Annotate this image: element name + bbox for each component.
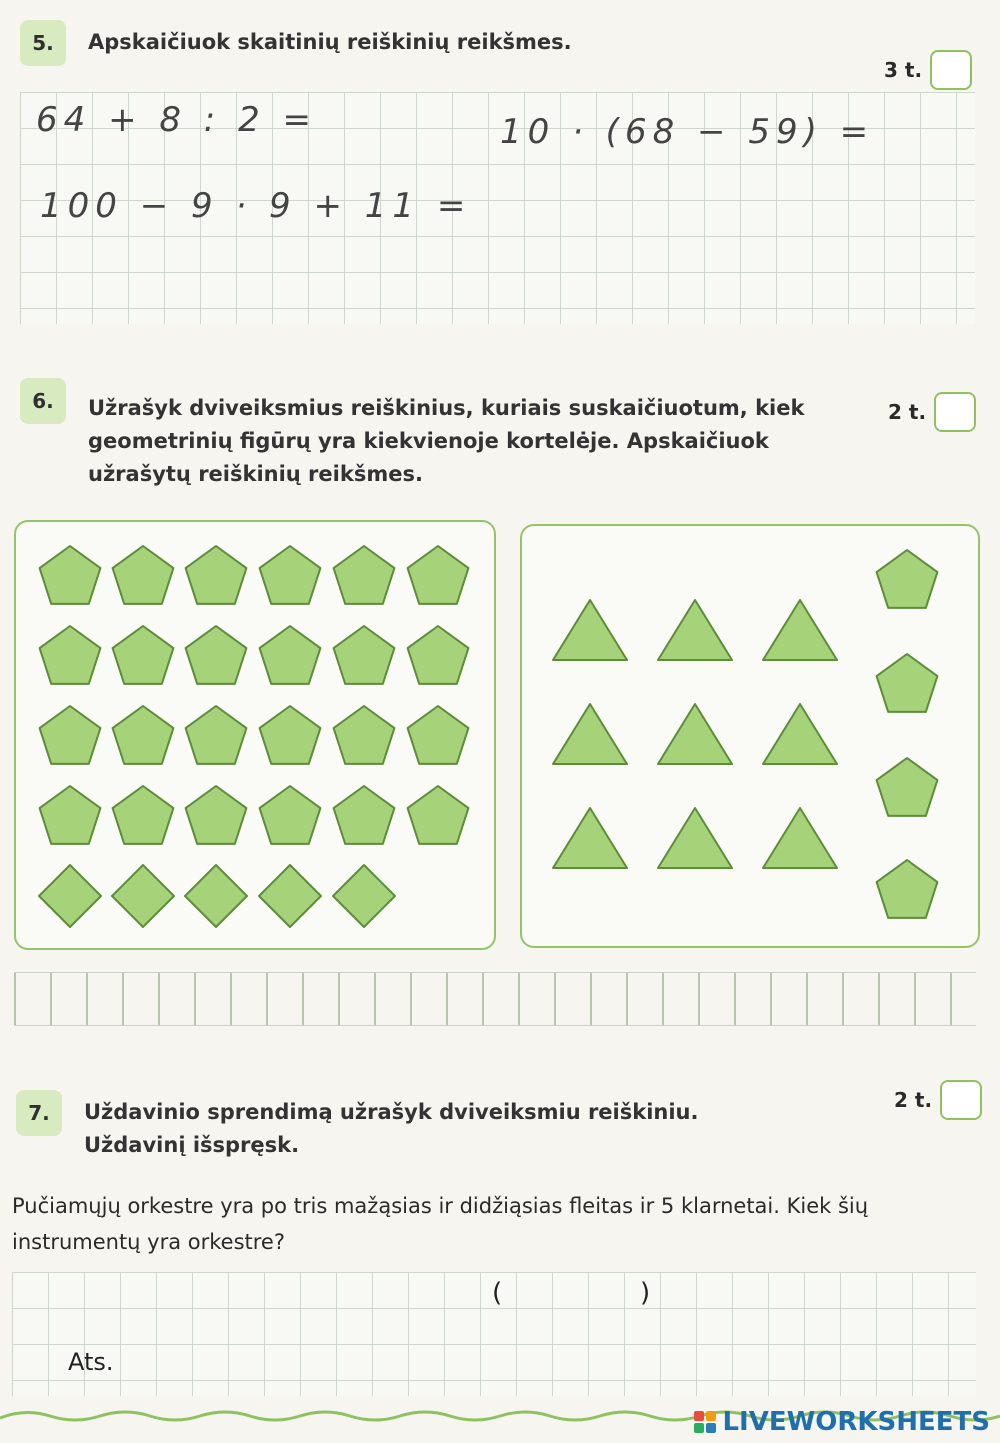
pentagon-shape: [113, 706, 174, 764]
diamond-shape: [112, 865, 174, 927]
task7-answer-label: Ats.: [68, 1348, 114, 1376]
task7-score-box[interactable]: [940, 1080, 982, 1120]
triangle-shape: [553, 600, 627, 660]
task7-problem-line-2: instrumentų yra orkestre?: [12, 1230, 285, 1254]
triangle-shape: [658, 600, 732, 660]
pentagon-shape: [40, 786, 101, 844]
liveworksheets-mark-icon: [694, 1411, 716, 1433]
task5-expression-1: 64 + 8 : 2 =: [36, 100, 317, 140]
task7-problem-line-1: Pučiamųjų orkestre yra po tris mažąsias ir didžiąsias fleitas ir 5 klarnetai. Kiek šių: [12, 1194, 869, 1218]
shape-card-1: [14, 520, 496, 950]
pentagon-shape: [40, 546, 101, 604]
shape-card-2: [520, 524, 980, 948]
task6-title-line-1: Užrašyk dviveiksmius reiškinius, kuriais suskaičiuotum, kiek: [88, 396, 805, 420]
shape-card-2-art: [522, 526, 978, 946]
pentagon-shape: [40, 626, 101, 684]
liveworksheets-brand: LIVEWORKSHEETS: [722, 1407, 990, 1437]
task7-problem: [12, 1188, 868, 1260]
pentagon-shape: [408, 626, 469, 684]
task5-title: Apskaičiuok skaitinių reiškinių reikšmes.: [88, 30, 572, 54]
diamond-shape: [333, 865, 395, 927]
pentagon-shape: [186, 626, 247, 684]
pentagon-shape: [334, 706, 395, 764]
triangle-shape: [553, 808, 627, 868]
pentagon-shape: [113, 626, 174, 684]
pentagon-shape: [186, 546, 247, 604]
triangle-shape: [763, 808, 837, 868]
task6-points-label: 2 t.: [888, 400, 927, 424]
task6-title: [88, 392, 804, 491]
task7-paren-close: ): [640, 1278, 651, 1308]
task6-title-line-3: užrašytų reiškinių reikšmes.: [88, 462, 423, 486]
triangle-shape: [553, 704, 627, 764]
pentagon-shape: [260, 786, 321, 844]
pentagon-shape: [186, 706, 247, 764]
pentagon-shape: [877, 860, 938, 918]
task7-points-label: 2 t.: [894, 1088, 933, 1112]
pentagon-shape: [408, 546, 469, 604]
diamond-shape: [259, 865, 321, 927]
task7-title-line-2: Uždavinį išspręsk.: [84, 1133, 300, 1157]
task5-score-box[interactable]: [930, 50, 972, 90]
diamond-shape: [39, 865, 101, 927]
task5-points: [884, 50, 972, 90]
pentagon-shape: [260, 546, 321, 604]
diamond-shape: [185, 865, 247, 927]
shape-card-1-art: [16, 522, 494, 948]
pentagon-shape: [877, 550, 938, 608]
task7-paren-open: (: [492, 1278, 503, 1308]
pentagon-shape: [877, 654, 938, 712]
triangle-shape: [658, 808, 732, 868]
pentagon-shape: [260, 626, 321, 684]
task5-expression-2: 10 · (68 − 59) =: [500, 112, 875, 152]
task6-points: [888, 392, 976, 432]
task6-answer-line[interactable]: [14, 972, 976, 1026]
liveworksheets-logo: [694, 1407, 990, 1437]
pentagon-shape: [408, 706, 469, 764]
triangle-shape: [658, 704, 732, 764]
pentagon-shape: [113, 786, 174, 844]
triangle-shape: [763, 600, 837, 660]
pentagon-shape: [113, 546, 174, 604]
task5-number: 5.: [20, 20, 66, 66]
pentagon-shape: [877, 758, 938, 816]
pentagon-shape: [260, 706, 321, 764]
task7-points: [894, 1080, 982, 1120]
pentagon-shape: [334, 786, 395, 844]
pentagon-shape: [334, 546, 395, 604]
task7-title: [84, 1096, 699, 1162]
pentagon-shape: [334, 626, 395, 684]
task5-points-label: 3 t.: [884, 58, 923, 82]
task7-number: 7.: [16, 1090, 62, 1136]
pentagon-shape: [40, 706, 101, 764]
triangle-shape: [763, 704, 837, 764]
task7-title-line-1: Uždavinio sprendimą užrašyk dviveiksmiu reiškiniu.: [84, 1100, 699, 1124]
task6-score-box[interactable]: [934, 392, 976, 432]
pentagon-shape: [408, 786, 469, 844]
pentagon-shape: [186, 786, 247, 844]
task6-title-line-2: geometrinių figūrų yra kiekvienoje kortelėje. Apskaičiuok: [88, 429, 769, 453]
task5-expression-3: 100 − 9 · 9 + 11 =: [40, 186, 472, 226]
task6-number: 6.: [20, 378, 66, 424]
